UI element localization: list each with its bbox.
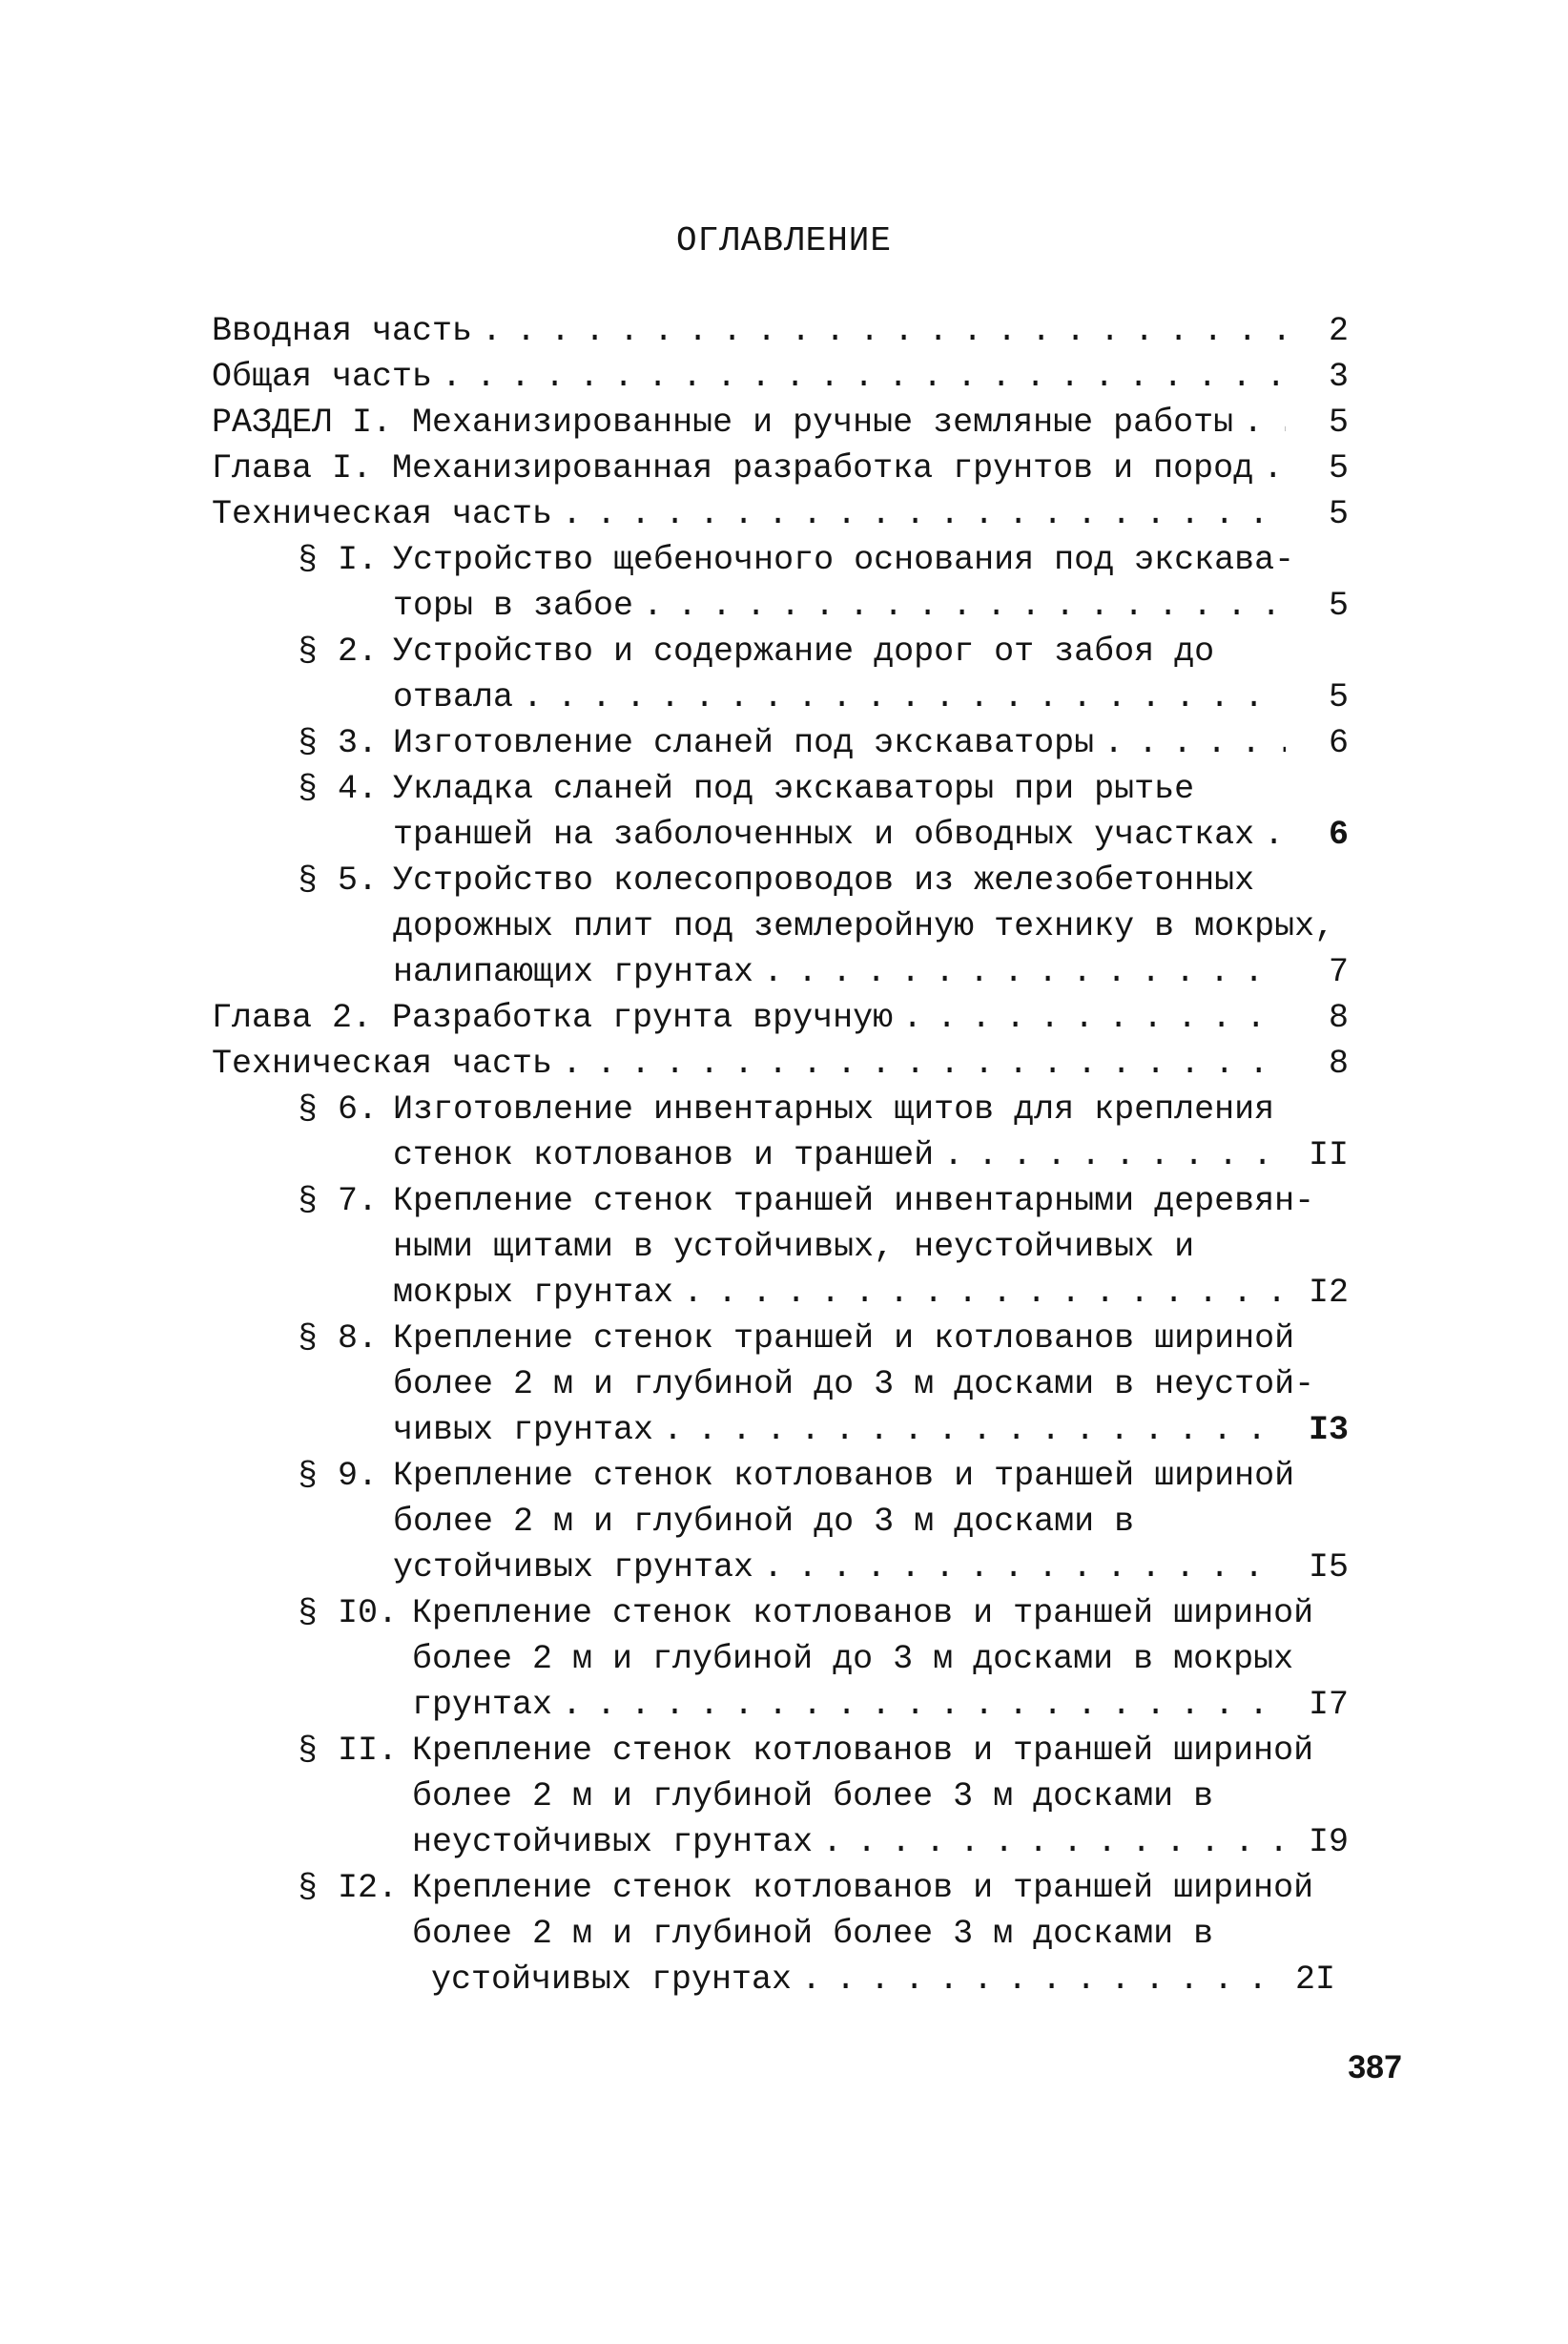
toc-entry (212, 446, 1349, 490)
toc-leader-dots (643, 584, 1286, 628)
toc-entry (393, 813, 1349, 857)
toc-entry (393, 950, 1349, 994)
toc-entry-page: 2I (1294, 1960, 1335, 1999)
toc-entry-text: Глава I. Механизированная разработка грунтов и пород (212, 449, 1254, 487)
toc-leader-dots (763, 950, 1286, 994)
toc-entry-text: более 2 м и глубиной до 3 м досками в неустой- (393, 1365, 1315, 1403)
toc-section-number: § I2. (298, 1869, 399, 1907)
toc-entry (393, 584, 1349, 628)
toc-entry-text: Общая часть (212, 358, 433, 396)
toc-entry-text: более 2 м и глубиной более 3 м досками в (412, 1777, 1214, 1815)
toc-section-number: § 2. (298, 633, 379, 671)
toc-entry-page: 5 (1328, 587, 1349, 625)
toc-entry-page: I3 (1308, 1411, 1349, 1449)
toc-entry-page: I7 (1308, 1686, 1349, 1724)
toc-entry-text: Устройство и содержание дорог от забоя до (393, 633, 1215, 671)
toc-entry-text: торы в забое (393, 587, 634, 625)
toc-entry-page: 6 (1328, 724, 1349, 762)
toc-entry-text: Изготовление инвентарных щитов для крепления (393, 1090, 1275, 1129)
toc-entry-text: Устройство щебеночного основания под экскава- (393, 541, 1295, 579)
toc-entry-page: I9 (1308, 1823, 1349, 1861)
toc-entry-page: II (1308, 1136, 1349, 1174)
toc-entry-page: 3 (1328, 358, 1349, 396)
toc-entry-page: 5 (1328, 678, 1349, 716)
page-title: ОГЛАВЛЕНИЕ (675, 221, 893, 260)
toc-entry (431, 1958, 1335, 2002)
toc-leader-dots (523, 675, 1286, 719)
toc-leader-dots (562, 1042, 1286, 1086)
toc-entry (212, 996, 1349, 1040)
toc-entry-page: 2 (1328, 312, 1349, 350)
toc-entry-text: Крепление стенок котлованов и траншей шириной (412, 1869, 1314, 1907)
toc-entry-text: Техническая часть (212, 1045, 553, 1083)
toc-entry-text: Техническая часть (212, 495, 553, 533)
toc-entry-page: 5 (1328, 449, 1349, 487)
toc-leader-dots (943, 1133, 1286, 1177)
toc-leader-dots (1243, 401, 1286, 445)
toc-leader-dots (801, 1958, 1272, 2002)
toc-entry (412, 1683, 1349, 1727)
toc-entry-text: Вводная часть (212, 312, 473, 350)
toc-leader-dots (822, 1820, 1286, 1864)
toc-entry-text: Крепление стенок котлованов и траншей шириной (393, 1457, 1295, 1495)
toc-leader-dots (1104, 721, 1286, 765)
toc-entry-page: I2 (1308, 1274, 1349, 1312)
toc-entry (393, 675, 1349, 719)
toc-entry (393, 1271, 1349, 1315)
toc-section-number: § 5. (298, 861, 379, 900)
toc-entry-text: траншей на заболоченных и обводных участках (393, 816, 1255, 854)
toc-entry-text: Крепление стенок котлованов и траншей шириной (412, 1732, 1314, 1770)
toc-entry-text: устойчивых грунтах (431, 1960, 793, 1999)
toc-leader-dots (442, 355, 1286, 399)
toc-entry-text: грунтах (412, 1686, 553, 1724)
toc-section-number: § 9. (298, 1457, 379, 1495)
toc-entry-page: 6 (1328, 816, 1349, 854)
toc-entry-text: Крепление стенок котлованов и траншей шириной (412, 1594, 1314, 1632)
toc-entry-text: неустойчивых грунтах (412, 1823, 814, 1861)
toc-entry-text: Глава 2. Разработка грунта вручную (212, 999, 894, 1037)
toc-entry-text: мокрых грунтах (393, 1274, 674, 1312)
toc-entry-text: РАЗДЕЛ I. Механизированные и ручные земляные работы (212, 404, 1234, 442)
toc-entry-text: Изготовление сланей под экскаваторы (393, 724, 1095, 762)
toc-entry-text: Устройство колесопроводов из железобетонных (393, 861, 1255, 900)
toc-entry (212, 492, 1349, 536)
toc-entry-text: дорожных плит под землеройную технику в мокрых, (393, 907, 1335, 945)
toc-section-number: § 6. (298, 1090, 379, 1129)
toc-section-number: § 7. (298, 1182, 379, 1220)
toc-entry-text: более 2 м и глубиной до 3 м досками в (393, 1503, 1135, 1541)
toc-entry-page: I5 (1308, 1548, 1349, 1587)
toc-entry-text: устойчивых грунтах (393, 1548, 754, 1587)
toc-entry-page: 5 (1328, 404, 1349, 442)
toc-entry-text: Крепление стенок траншей инвентарными деревян- (393, 1182, 1315, 1220)
toc-entry (393, 1408, 1349, 1452)
toc-entry (212, 309, 1349, 353)
toc-entry-text: Укладка сланей под экскаваторы при рытье (393, 770, 1195, 808)
toc-entry-page: 5 (1328, 495, 1349, 533)
toc-entry (212, 355, 1349, 399)
toc-leader-dots (763, 1545, 1286, 1589)
toc-entry (412, 1820, 1349, 1864)
toc-leader-dots (562, 492, 1286, 536)
toc-section-number: § 4. (298, 770, 379, 808)
toc-leader-dots (1264, 813, 1286, 857)
toc-section-number: § II. (298, 1732, 399, 1770)
toc-leader-dots (482, 309, 1286, 353)
toc-entry-text: Крепление стенок траншей и котлованов шириной (393, 1319, 1295, 1358)
toc-entry (393, 1545, 1349, 1589)
toc-leader-dots (683, 1271, 1286, 1315)
toc-section-number: § I. (298, 541, 379, 579)
toc-entry-page: 8 (1328, 1045, 1349, 1083)
toc-section-number: § I0. (298, 1594, 399, 1632)
toc-section-number: § 8. (298, 1319, 379, 1358)
page-number: 387 (1348, 2049, 1402, 2085)
toc-entry (393, 1133, 1349, 1177)
toc-leader-dots (663, 1408, 1286, 1452)
toc-entry-text: стенок котлованов и траншей (393, 1136, 935, 1174)
toc-leader-dots (902, 996, 1286, 1040)
toc-entry-text: отвала (393, 678, 514, 716)
toc-leader-dots (562, 1683, 1286, 1727)
toc-entry-text: чивых грунтах (393, 1411, 654, 1449)
toc-entry (393, 721, 1349, 765)
toc-section-number: § 3. (298, 724, 379, 762)
toc-entry-text: налипающих грунтах (393, 953, 754, 991)
toc-entry-page: 8 (1328, 999, 1349, 1037)
toc-leader-dots (1263, 446, 1286, 490)
toc-entry-page: 7 (1328, 953, 1349, 991)
toc-entry-text: более 2 м и глубиной до 3 м досками в мокрых (412, 1640, 1294, 1678)
toc-entry (212, 1042, 1349, 1086)
toc-entry-text: ными щитами в устойчивых, неустойчивых и (393, 1228, 1195, 1266)
toc-entry (212, 401, 1349, 445)
toc-entry-text: более 2 м и глубиной более 3 м досками в (412, 1915, 1214, 1953)
